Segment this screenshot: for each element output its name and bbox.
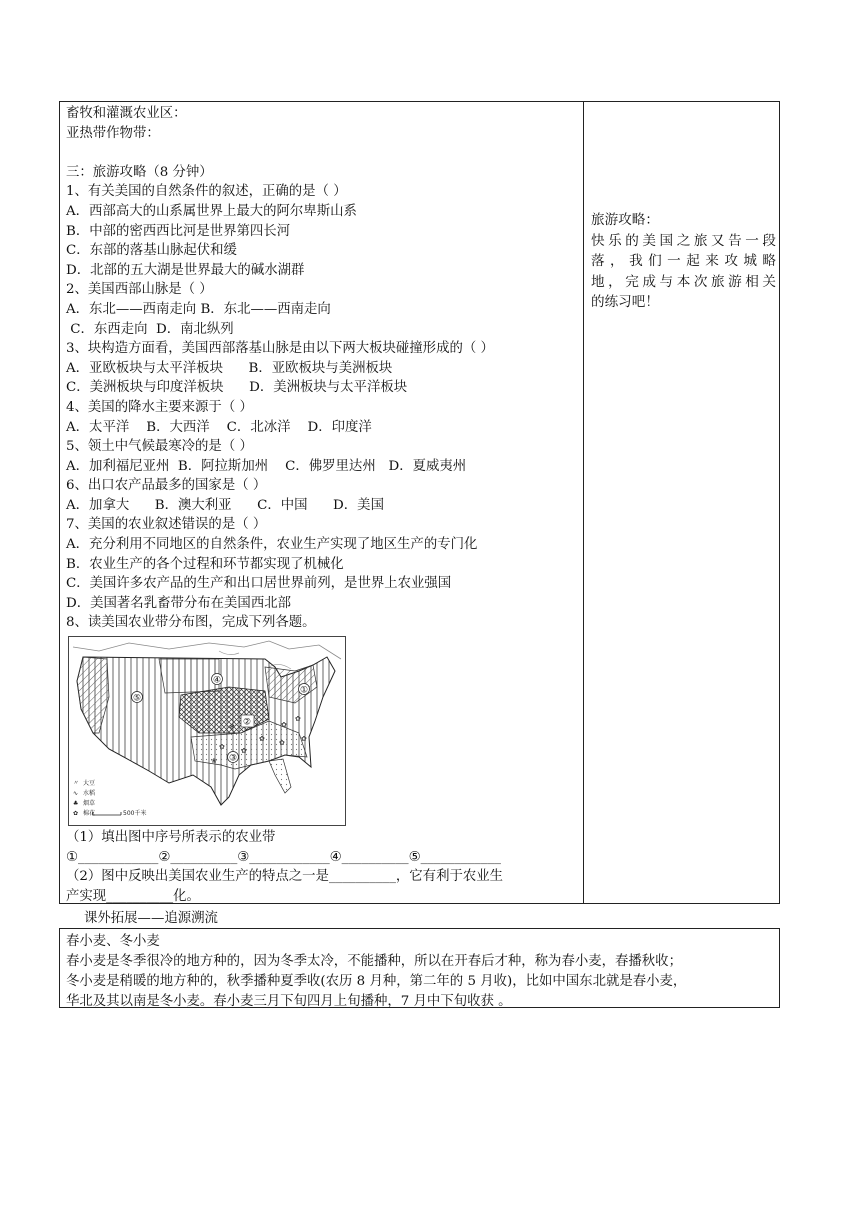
extension-line: 冬小麦是稍暖的地方种的，秋季播种夏季收(农历 8 月种，第二年的 5 月收)，比如中国东北就是春小麦， — [66, 974, 687, 989]
svg-text:❀: ❀ — [211, 757, 217, 766]
question-1: 1、有关美国的自然条件的叙述，正确的是（ ） — [66, 184, 347, 200]
text-line — [66, 143, 581, 163]
map-question-2-cont: 产实现__________化。 — [66, 888, 200, 904]
svg-text:✻: ✻ — [229, 723, 235, 732]
map-number-2: ② — [243, 717, 252, 728]
travel-guide-column — [591, 210, 776, 313]
column-divider — [583, 102, 584, 903]
extension-line: 华北及其以南是冬小麦。春小麦三月下旬四月上旬播种，7 月中下旬收获 。 — [66, 994, 512, 1009]
svg-text:✿: ✿ — [73, 810, 79, 818]
map-legend — [73, 779, 146, 817]
svg-text:♣: ♣ — [73, 800, 79, 808]
question-column — [66, 104, 581, 906]
svg-text:✿: ✿ — [301, 735, 307, 744]
question-lines — [66, 104, 581, 633]
region-4 — [159, 659, 222, 693]
option: A．亚欧板块与太平洋板块 B．亚欧板块与美洲板块 — [66, 360, 393, 376]
option: B．农业生产的各个过程和环节都实现了机械化 — [66, 556, 344, 572]
svg-text:✿: ✿ — [241, 747, 247, 756]
option: A．太平洋 B．大西洋 C．北冰洋 D．印度洋 — [66, 419, 372, 435]
legend-cotton: 棉花 — [83, 810, 96, 818]
section-heading: 三：旅游攻略（8 分钟） — [66, 164, 213, 180]
legend-rice: 水稻 — [83, 790, 96, 798]
legend-soybean: 大豆 — [83, 780, 96, 788]
text-line: 畜牧和灌溉农业区： — [66, 106, 187, 121]
northern-coastline — [73, 641, 341, 659]
map-questions — [66, 828, 581, 906]
map-question-1: （1）填出图中序号所表示的农业带 — [66, 830, 276, 846]
question-5: 5、领土中气候最寒冷的是（ ） — [66, 439, 253, 455]
svg-text:✿: ✿ — [279, 739, 285, 748]
option: B．中部的密西西比河是世界第四长河 — [66, 223, 291, 239]
map-number-3: ③ — [229, 753, 238, 764]
question-2: 2、美国西部山脉是（ ） — [66, 282, 213, 298]
question-3: 3、块构造方面看，美国西部落基山脉是由以下两大板块碰撞形成的（ ） — [66, 341, 494, 357]
option: D．北部的五大湖是世界最大的碱水湖群 — [66, 262, 305, 278]
main-table — [59, 101, 780, 904]
svg-text:✿: ✿ — [281, 721, 287, 730]
map-scale: 500千米 — [123, 810, 147, 818]
text-line: 亚热带作物带： — [66, 125, 160, 141]
extension-line: 春小麦是冬季很冷的地方种的，因为冬季太冷，不能播种，所以在开春后才种，称为春小麦，春播秋收； — [66, 954, 682, 969]
svg-text:✿: ✿ — [295, 715, 301, 724]
question-6: 6、出口农产品最多的国家是（ ） — [66, 478, 267, 494]
question-4: 4、美国的降水主要来源于（ ） — [66, 399, 253, 415]
legend-tobacco: 烟草 — [83, 800, 96, 808]
guide-line: 落，我们一起来攻城略 — [591, 253, 776, 269]
option: C．美国许多农产品的生产和出口居世界前列，是世界上农业强国 — [66, 576, 452, 592]
svg-text:✿: ✿ — [219, 743, 225, 752]
option: D．美国著名乳畜带分布在美国西北部 — [66, 595, 291, 611]
us-agriculture-belt-map — [68, 636, 346, 826]
guide-line: 的练习吧！ — [591, 294, 659, 310]
question-7: 7、美国的农业叙述错误的是（ ） — [66, 517, 267, 533]
florida — [269, 759, 291, 793]
region-2-corn-belt — [179, 687, 269, 733]
svg-text:∿: ∿ — [73, 790, 79, 798]
option: A．西部高大的山系属世界上最大的阿尔卑斯山系 — [66, 203, 357, 219]
option: A．东北——西南走向 B．东北——西南走向 — [66, 301, 331, 317]
map-answer-blanks: ①____________②__________③____________④__________⑤____________ — [66, 849, 501, 865]
option: C．东部的落基山脉起伏和缓 — [66, 243, 237, 259]
extension-line: 春小麦、冬小麦 — [66, 934, 160, 949]
guide-line: 快乐的美国之旅又告一段 — [591, 232, 776, 249]
option: A．加拿大 B．澳大利亚 C．中国 D．美国 — [66, 497, 384, 513]
option: C．东西走向 D．南北纵列 — [66, 321, 234, 337]
question-8: 8、读美国农业带分布图，完成下列各题。 — [66, 615, 316, 631]
extension-title: 课外拓展——追源溯流 — [84, 911, 218, 926]
map-question-2: （2）图中反映出美国农业生产的特点之一是__________，它有利于农业生 — [66, 869, 504, 885]
map-number-5: ⑤ — [133, 693, 142, 704]
map-number-4: ④ — [213, 675, 222, 686]
svg-text:✿: ✿ — [259, 735, 265, 744]
extension-box — [59, 928, 780, 1008]
map-number-1: ① — [300, 685, 309, 696]
travel-guide-title: 旅游攻略： — [591, 212, 659, 228]
option: A．加利福尼亚州 B．阿拉斯加州 C．佛罗里达州 D．夏威夷州 — [66, 458, 467, 474]
option: C．美洲板块与印度洋板块 D．美洲板块与太平洋板块 — [66, 380, 408, 396]
option: A．充分利用不同地区的自然条件，农业生产实现了地区生产的专门化 — [66, 537, 478, 553]
guide-line: 地，完成与本次旅游相关 — [591, 273, 776, 290]
svg-text:〃: 〃 — [73, 780, 80, 788]
